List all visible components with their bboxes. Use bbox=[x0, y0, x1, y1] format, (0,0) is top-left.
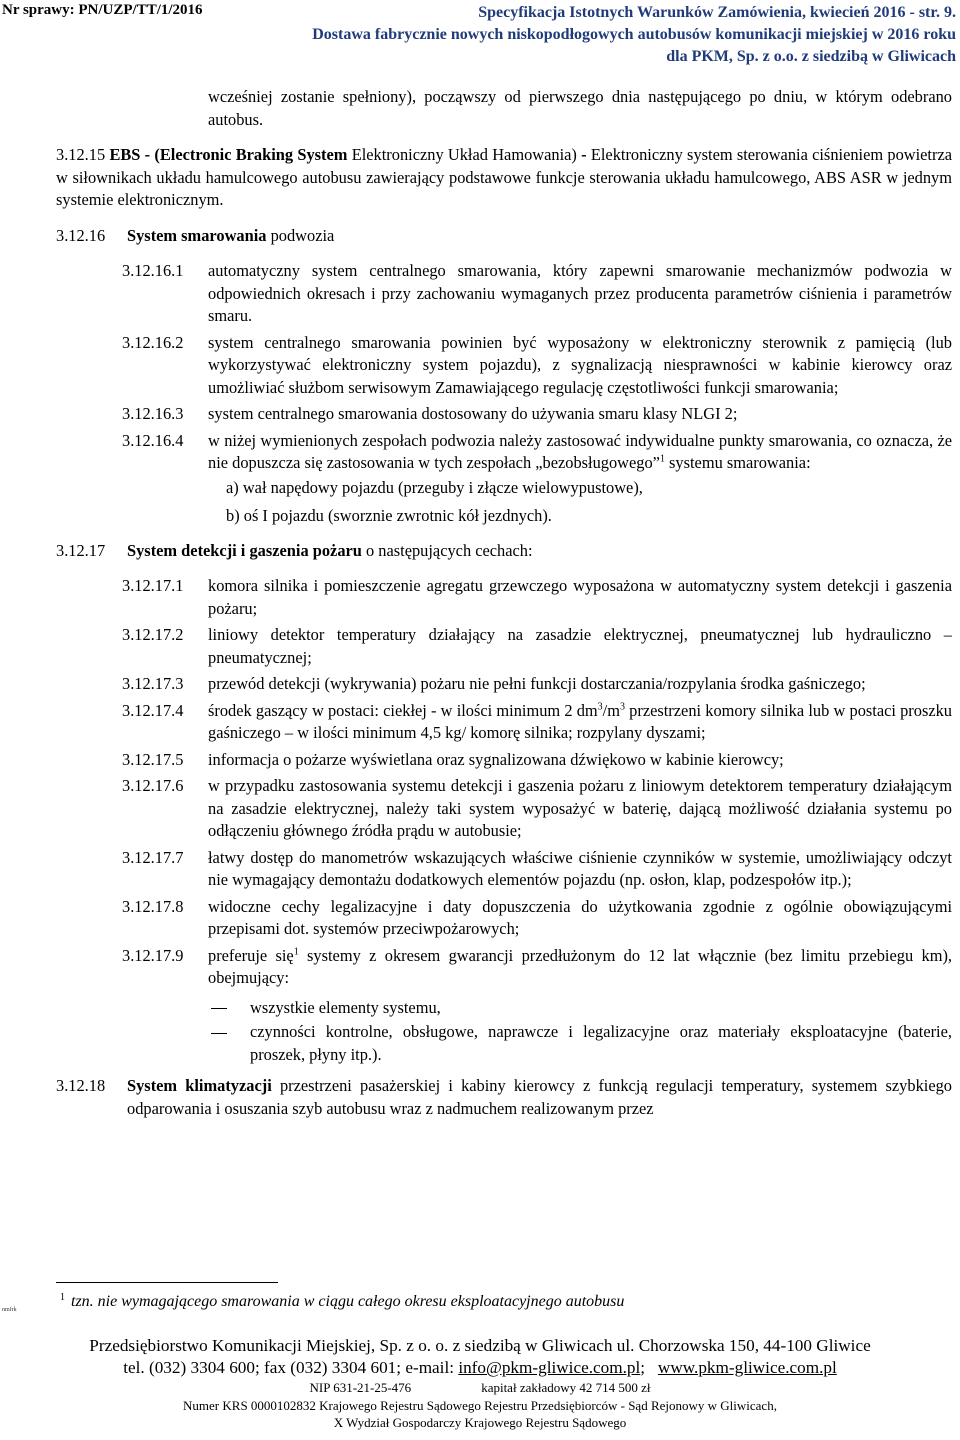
item-text: system centralnego smarowania powinien być wyposażony w elektroniczny sterownik z pamięcią (lub wykorzystywać elektroniczny system pojazdu), z sygnalizacją niesprawności w kabinie kierowcy oraz umożliwiać służbom serwisowym Zamawiającego regulację częstotliwości funkcji smarowania; bbox=[208, 332, 952, 397]
item-number: 3.12.17.6 bbox=[122, 776, 184, 795]
email-link[interactable]: info@pkm-gliwice.com.pl bbox=[458, 1358, 641, 1377]
item-number: 3.12.16.1 bbox=[122, 261, 184, 280]
item-text: informacja o pożarze wyświetlana oraz sygnalizowana dźwiękowo w kabinie kierowcy; bbox=[208, 749, 784, 769]
item-text: w przypadku zastosowania systemu detekcji i gaszenia pożaru z liniowym detektorem temperatury działającym na zasadzie elektrycznej, należy taki system wyposażyć w baterię, dającą możliwość działania systemu po odłączeniu głównego źródła prądu w autobusie; bbox=[208, 776, 952, 840]
item-number: 3.12.17.1 bbox=[122, 576, 184, 595]
header-line-1: Specyfikacja Istotnych Warunków Zamówienia, kwiecień 2016 - str. 9. bbox=[478, 4, 956, 21]
list-item bbox=[122, 624, 952, 669]
list-item bbox=[122, 896, 952, 941]
bullet-item: wszystkie elementy systemu, bbox=[208, 997, 952, 1020]
footnote-separator bbox=[56, 1282, 278, 1283]
item-number: 3.12.16.3 bbox=[122, 404, 184, 423]
item-text: system centralnego smarowania dostosowany do używania smaru klasy NLGI 2; bbox=[208, 404, 738, 423]
contact-line: tel. (032) 3304 600; fax (032) 3304 601; e-mail: info@pkm-gliwice.com.pl; www.pkm-gliwice.com.pl bbox=[123, 1358, 837, 1377]
item-text: łatwy dostęp do manometrów wskazujących właściwe ciśnienie czynników w systemie, umożliwiający odczyt nie wymagający demontażu dodatkowych elementów pojazdu (np. osłon, klap, podzespołów itp.); bbox=[208, 847, 952, 889]
page-header bbox=[312, 2, 956, 68]
section-title: System smarowania podwozia bbox=[127, 225, 335, 245]
header-line-2: Dostawa fabrycznie nowych niskopodłogowych autobusów komunikacji miejskiej w 2016 roku bbox=[312, 26, 956, 43]
document-body bbox=[56, 86, 952, 1120]
krs-line: Numer KRS 0000102832 Krajowego Rejestru Sądowego Rejestru Przedsiębiorców - Sąd Rejonowy w Gliwicach, bbox=[183, 1398, 777, 1413]
page-footer bbox=[0, 1335, 960, 1431]
item-text: automatyczny system centralnego smarowania, który zapewni smarowanie mechanizmów podwozia w odpowiednich okresach i przy zachowaniu wymaganych przez producenta parametrów ciśnienia i parametrów smaru. bbox=[208, 261, 952, 325]
section-number: 3.12.18 bbox=[56, 1076, 106, 1095]
sub-item: b) oś I pojazdu (sworznie zwrotnic kół jezdnych). bbox=[226, 506, 552, 525]
list-item bbox=[122, 673, 952, 696]
website-link[interactable]: www.pkm-gliwice.com.pl bbox=[657, 1358, 837, 1377]
company-address: Przedsiębiorstwo Komunikacji Miejskiej, Sp. z o. o. z siedzibą w Gliwicach ul. Chorzowska 150, 44-100 Gliwice bbox=[89, 1336, 871, 1355]
item-text: liniowy detektor temperatury działający na zasadzie elektrycznej, pneumatycznej lub hydrauliczno – pneumatycznej; bbox=[208, 625, 952, 667]
sub-item: a) wał napędowy pojazdu (przeguby i złącze wielowypustowe), bbox=[226, 477, 643, 497]
item-number: 3.12.17.8 bbox=[122, 896, 184, 916]
item-number: 3.12.17.3 bbox=[122, 674, 184, 693]
dash-bullet-icon bbox=[208, 997, 250, 1020]
list-item bbox=[122, 775, 952, 843]
section-text: Elektroniczny system sterowania ciśnieniem powietrza w siłownikach układu hamulcowego autobusu zawierający podstawowe funkcje sterowania układu hamulcowego, ABS ASR w jednym systemie elektronicznym. bbox=[56, 145, 952, 209]
intro-paragraph: wcześniej zostanie spełniony), począwszy od pierwszego dnia następującego po dniu, w którym odebrano autobus. bbox=[208, 87, 952, 129]
section-title: System detekcji i gaszenia pożaru o następujących cechach: bbox=[127, 540, 533, 560]
bullet-item: czynności kontrolne, obsługowe, naprawcze i legalizacyjne oraz materiały eksploatacyjne (baterie, proszek, płyny itp.). bbox=[208, 1021, 952, 1066]
item-number: 3.12.16.2 bbox=[122, 332, 184, 352]
list-item: 3.12.16.4 w niżej wymienionych zespołach podwozia należy zastosować indywidualne punkty smarowania, co oznacza, że nie dopuszcza się zastosowania w tych zespołach „bezobsługowego”$^1$ systemu smarowania: a) wał napędowy pojazdu (przeguby i złącze wielowypustowe), b) oś I pojazdu (sworznie zwrotnic kół jezdnych). bbox=[122, 430, 952, 528]
list-item bbox=[122, 749, 952, 772]
item-number: 3.12.17.7 bbox=[122, 847, 184, 867]
list-item: 3.12.17.4 środek gaszący w postaci: ciekłej - w ilości minimum 2 $dm^3/m^3$ przestrzeni komory silnika lub w postaci proszku gaśniczego – w ilości minimum 4,5 kg/ komorę silnika; rozpylany dyszami; bbox=[122, 700, 953, 742]
court-line: X Wydział Gospodarczy Krajowego Rejestru Sądowego bbox=[333, 1415, 627, 1430]
list-item bbox=[122, 403, 952, 426]
list-item: 3.12.17.9 preferuje się$^1$ systemy z okresem gwarancji przedłużonym do 12 lat włącznie (bez limitu przebiegu km), obejmujący: wszystkie elementy systemu, czynności kontrolne, obsługowe, naprawcze i legalizacyjne oraz materiały eksploatacyjne (baterie, proszek, płyny itp.). bbox=[122, 945, 952, 1067]
section-number: 3.12.15 bbox=[56, 145, 106, 164]
section-number: 3.12.16 bbox=[56, 225, 106, 245]
list-item bbox=[122, 332, 952, 400]
case-number: Nr sprawy: PN/UZP/TT/1/2016 bbox=[2, 2, 203, 18]
footnote: $^1$ tzn. nie wymagającego smarowania w ciągu całego okresu eksploatacyjnego autobusu bbox=[60, 1291, 625, 1310]
item-number: 3.12.17.5 bbox=[122, 749, 184, 769]
section-3-12-18: 3.12.18 System klimatyzacji przestrzeni pasażerskiej i kabiny kierowcy z funkcją regulacji temperatury, systemem szybkiego odparowania i osuszania szyb autobusu wraz z nadmuchem realizowanym przez bbox=[56, 1076, 952, 1118]
section-3-12-17-items-continued bbox=[122, 749, 952, 941]
dash-bullet-icon bbox=[208, 1021, 250, 1066]
item-text: przewód detekcji (wykrywania) pożaru nie pełni funkcji dostarczania/rozpylania środka gaśniczego; bbox=[208, 674, 866, 693]
item-text: widoczne cechy legalizacyjne i daty dopuszczenia do użytkowania zgodnie z ogólnie obowiązującymi przepisami dot. systemów przeciwpożarowych; bbox=[208, 896, 952, 938]
section-3-12-16 bbox=[56, 225, 952, 248]
item-number: 3.12.17.2 bbox=[122, 625, 184, 644]
list-item bbox=[122, 847, 952, 892]
registration-line: NIP 631-21-25-476 kapitał zakładowy 42 714 500 zł bbox=[309, 1380, 651, 1395]
section-3-12-17 bbox=[56, 540, 952, 563]
list-item bbox=[122, 260, 952, 328]
section-number: 3.12.17 bbox=[56, 540, 106, 560]
tiny-label: nmfrk bbox=[2, 1307, 17, 1313]
header-line-3: dla PKM, Sp. z o.o. z siedzibą w Gliwicach bbox=[666, 48, 956, 65]
section-term: EBS - (Electronic Braking System bbox=[109, 145, 348, 164]
section-3-12-16-items bbox=[122, 260, 952, 426]
section-3-12-17-items bbox=[122, 575, 952, 696]
item-text: komora silnika i pomieszczenie agregatu grzewczego wyposażona w automatyczny system detekcji i gaszenia pożaru; bbox=[208, 576, 952, 618]
list-item bbox=[122, 575, 952, 620]
section-3-12-15: 3.12.15 EBS - (Electronic Braking System Elektroniczny Układ Hamowania) - Elektroniczny system sterowania ciśnieniem powietrza w siłownikach układu hamulcowego autobusu zawierający podstawowe funkcje sterowania układu hamulcowego, ABS ASR w jednym systemie elektronicznym. bbox=[56, 145, 952, 209]
